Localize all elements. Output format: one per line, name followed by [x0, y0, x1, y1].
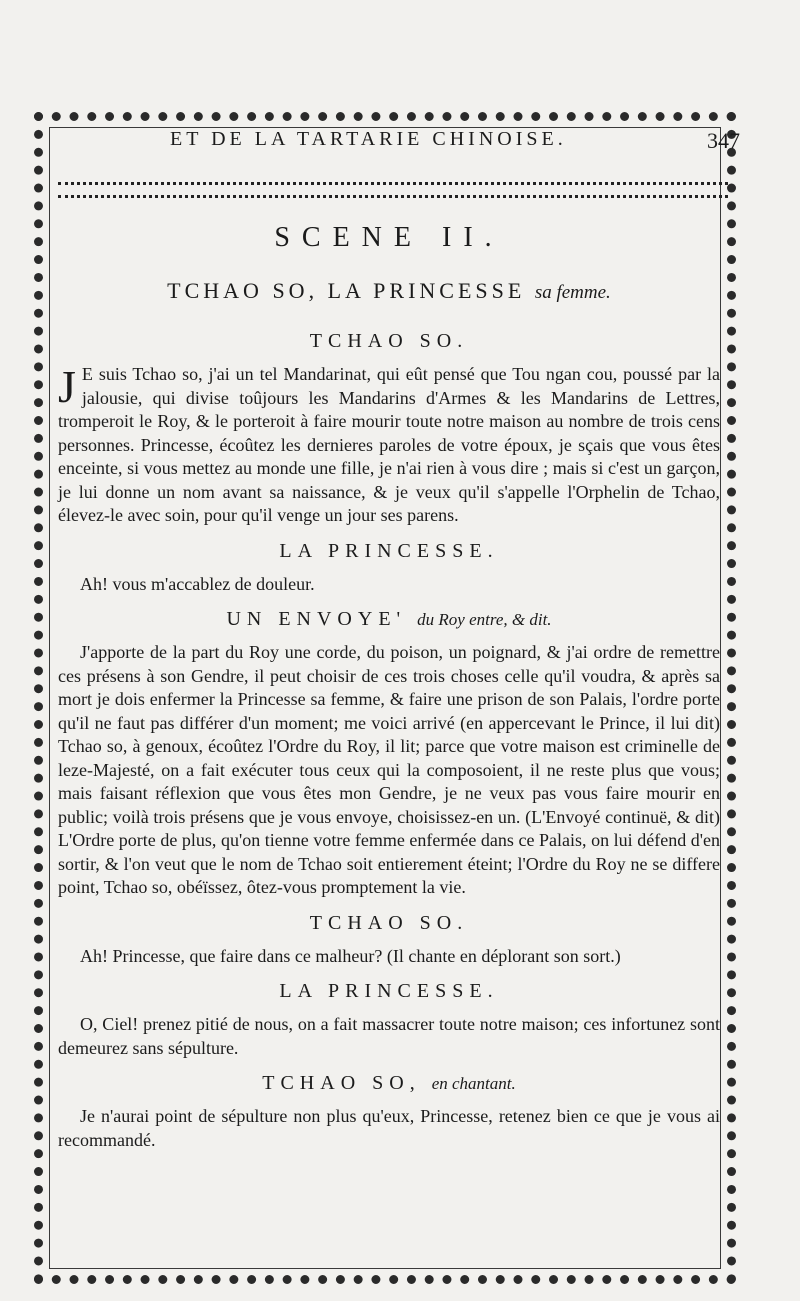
- drop-cap: J: [58, 361, 76, 412]
- cast-note: sa femme.: [534, 282, 611, 303]
- speaker-name: UN ENVOYE': [226, 608, 407, 630]
- speaker-heading: LA PRINCESSE.: [279, 539, 499, 562]
- stage-direction: en chantant.: [431, 1074, 516, 1093]
- running-title: ET DE LA TARTARIE CHINOISE.: [170, 128, 567, 150]
- speech-body: E suis Tchao so, j'ai un tel Mandarinat, qui eût pensé que Tou ngan cou, poussé par la jalousie, qui divise toûjours les Mandarins d'Armes & les Mandarins de Lettres, tromperoit le Roy, & le porteroit à faire mourir toute notre maison au nombre de trois cens personnes. Princesse, écoûtez les dernieres paroles de votre époux, je sçais que vous êtes enceinte, si vous mettez au monde une fille, je n'ai rien à vous dire ; mais si c'est un garçon, je lui donne un nom avant sa naissance, & je veux qu'il s'appelle l'Orphelin de Tchao, élevez-le avec soin, pour qu'il venge un jour ses parens.: [58, 364, 720, 525]
- scene-title: SCENE II.: [274, 222, 504, 253]
- speaker-heading: LA PRINCESSE.: [279, 980, 499, 1002]
- ornament-rule: [58, 182, 728, 198]
- speech-text: Je n'aurai point de sépulture non plus qu'eux, Princesse, retenez bien ce que je vous ai recommandé.: [58, 1106, 720, 1150]
- speaker-heading: [58, 1072, 720, 1095]
- speaker-name: TCHAO SO,: [262, 1072, 421, 1094]
- speech-text: [58, 363, 720, 528]
- page-body: [58, 218, 720, 1152]
- page-header: [60, 128, 740, 164]
- cast-line: [58, 278, 720, 304]
- speaker-heading: [58, 608, 720, 631]
- speech-text: O, Ciel! prenez pitié de nous, on a fait massacrer toute notre maison; ces infortunez sont demeurez sans sépulture.: [58, 1014, 720, 1058]
- speech-text: J'apporte de la part du Roy une corde, du poison, un poignard, & j'ai ordre de remettre ces présens à son Gendre, il peut choisir de ces trois choses celle qu'il voudra, & après sa mort je dois enfermer la Princesse sa femme, & faire une prison de son Palais, l'ordre porte qu'il ne faut pas différer d'un moment; me voici arrivé (en appercevant le Prince, il lui dit) Tchao so, à genoux, écoûtez l'Ordre du Roy, il lit; parce que votre maison est criminelle de leze-Majesté, on a fait exécuter tous ceux qui la composoient, il ne reste plus que vous; mais faisant réflexion que vous êtes mon Gendre, je ne veux pas vous faire mourir en public; voilà trois présens que je vous envoye, choisissez-en un. (L'Envoyé continuë, & dit) L'Ordre porte de plus, qu'on tienne votre femme enfermée dans ce Palais, on lui défend d'en sortir, & l'on veut que le nom de Tchao soit entierement éteint; l'Ordre du Roy ne se differe point, Tchao so, obéïssez, ôtez-vous promptement la vie.: [58, 642, 720, 897]
- speaker-heading: TCHAO SO.: [309, 911, 469, 934]
- speech-text: Ah! vous m'accablez de douleur.: [80, 573, 315, 594]
- page-number: 347: [707, 128, 740, 153]
- cast-names: TCHAO SO, LA PRINCESSE: [167, 278, 526, 303]
- speaker-heading: TCHAO SO.: [309, 330, 469, 352]
- speech-text: Ah! Princesse, que faire dans ce malheur? (Il chante en déplorant son sort.): [80, 945, 621, 966]
- stage-direction: du Roy entre, & dit.: [417, 610, 552, 629]
